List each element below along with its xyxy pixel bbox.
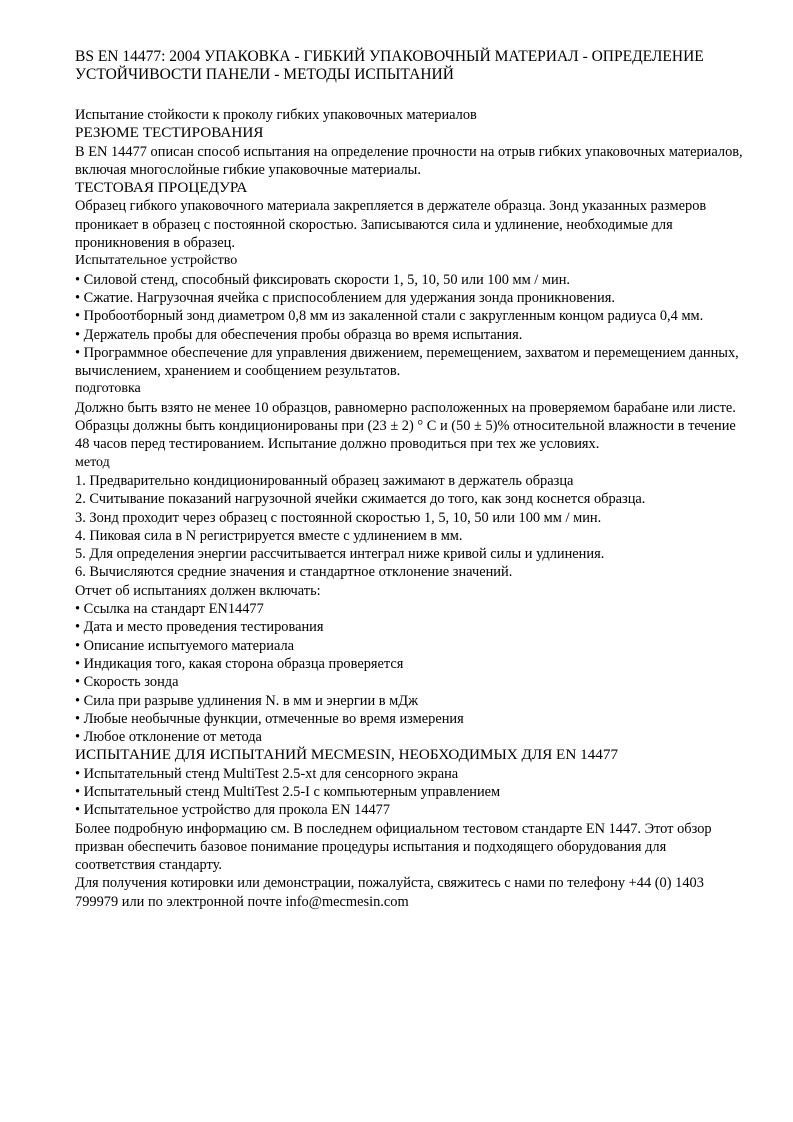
equipment-heading: ИСПЫТАНИЕ ДЛЯ ИСПЫТАНИЙ MECMESIN, НЕОБХОДИМЫХ ДЛЯ EN 14477 (75, 746, 619, 764)
apparatus-item: • Силовой стенд, способный фиксировать скорости 1, 5, 10, 50 или 100 мм / мин. (75, 271, 571, 288)
intro-line: Испытание стойкости к проколу гибких упаковочных материалов (75, 107, 477, 123)
preparation-paragraph: Образцы должны быть кондиционированы при (23 ± 2) ° C и (50 ± 5)% относительной влажности в течение 48 часов перед тестированием. Испытание должно проводиться при тех же условиях. (75, 418, 736, 453)
equipment-item: • Испытательный стенд MultiTest 2.5-I с компьютерным управлением (75, 783, 501, 800)
method-step: 2. Считывание показаний нагрузочной ячейки сжимается до того, как зонд коснется образца. (75, 491, 646, 508)
report-item: • Дата и место проведения тестирования (75, 619, 324, 636)
report-item: • Любые необычные функции, отмеченные во время измерения (75, 710, 464, 727)
apparatus-item: • Пробоотборный зонд диаметром 0,8 мм из закаленной стали с закругленным концом радиуса 0,4 мм. (75, 308, 704, 325)
equipment-item: • Испытательный стенд MultiTest 2.5-xt для сенсорного экрана (75, 765, 459, 782)
procedure-text: Образец гибкого упаковочного материала закрепляется в держателе образца. Зонд указанных размеров проникает в образец с постоянной скоростью. Записываются сила и удлинение, необходимые для проникновения в образец. (75, 198, 707, 252)
contact-paragraph: Для получения котировки или демонстрации, пожалуйста, свяжитесь с нами по телефону +44 (0) 1403 799979 или по электронной почте info@mecmesin.com (75, 875, 704, 910)
preparation-paragraph: Должно быть взято не менее 10 образцов, равномерно расположенных на проверяемом барабане или листе. (75, 399, 736, 416)
equipment-list (75, 765, 743, 820)
summary-text: В EN 14477 описан способ испытания на определение прочности на отрыв гибких упаковочных материалов, включая многослойные гибкие упаковочные материалы. (75, 143, 743, 178)
preparation-heading: подготовка (75, 381, 141, 397)
method-list (75, 472, 743, 582)
procedure-heading: ТЕСТОВАЯ ПРОЦЕДУРА (75, 179, 248, 197)
apparatus-item: • Держатель пробы для обеспечения пробы образца во время испытания. (75, 326, 523, 343)
apparatus-heading: Испытательное устройство (75, 253, 238, 269)
method-step: 3. Зонд проходит через образец с постоянной скоростью 1, 5, 10, 50 или 100 мм / мин. (75, 509, 602, 526)
method-step: 4. Пиковая сила в N регистрируется вместе с удлинением в мм. (75, 527, 463, 544)
report-heading: Отчет об испытаниях должен включать: (75, 582, 321, 599)
report-item: • Любое отклонение от метода (75, 729, 262, 746)
apparatus-item: • Программное обеспечение для управления движением, перемещением, захватом и перемещением данных, вычислением, хранением и сообщением результатов. (75, 344, 739, 380)
report-item: • Описание испытуемого материала (75, 637, 295, 654)
apparatus-list (75, 271, 743, 381)
document-page (75, 48, 743, 911)
method-step: 6. Вычисляются средние значения и стандартное отклонение значений. (75, 564, 513, 581)
method-heading: метод (75, 454, 110, 470)
report-item: • Индикация того, какая сторона образца проверяется (75, 655, 404, 672)
report-item: • Сила при разрыве удлинения N. в мм и энергии в мДж (75, 692, 419, 709)
equipment-item: • Испытательное устройство для прокола EN 14477 (75, 802, 391, 819)
report-item: • Ссылка на стандарт EN14477 (75, 601, 264, 618)
closing-paragraph: Более подробную информацию см. В последнем официальном тестовом стандарте EN 1447. Этот обзор призван обеспечить базовое понимание процедуры испытания и подходящего оборудования для соответствия стандарту. (75, 820, 712, 874)
document-title: BS EN 14477: 2004 УПАКОВКА - ГИБКИЙ УПАКОВОЧНЫЙ МАТЕРИАЛ - ОПРЕДЕЛЕНИЕ УСТОЙЧИВОСТИ ПАНЕЛИ - МЕТОДЫ ИСПЫТАНИЙ (75, 48, 704, 83)
summary-heading: РЕЗЮМЕ ТЕСТИРОВАНИЯ (75, 124, 264, 142)
method-step: 5. Для определения энергии рассчитывается интеграл ниже кривой силы и удлинения. (75, 546, 605, 563)
report-list (75, 600, 743, 746)
method-step: 1. Предварительно кондиционированный образец зажимают в держатель образца (75, 472, 574, 489)
apparatus-item: • Сжатие. Нагрузочная ячейка с приспособлением для удержания зонда проникновения. (75, 289, 615, 306)
report-item: • Скорость зонда (75, 674, 179, 691)
